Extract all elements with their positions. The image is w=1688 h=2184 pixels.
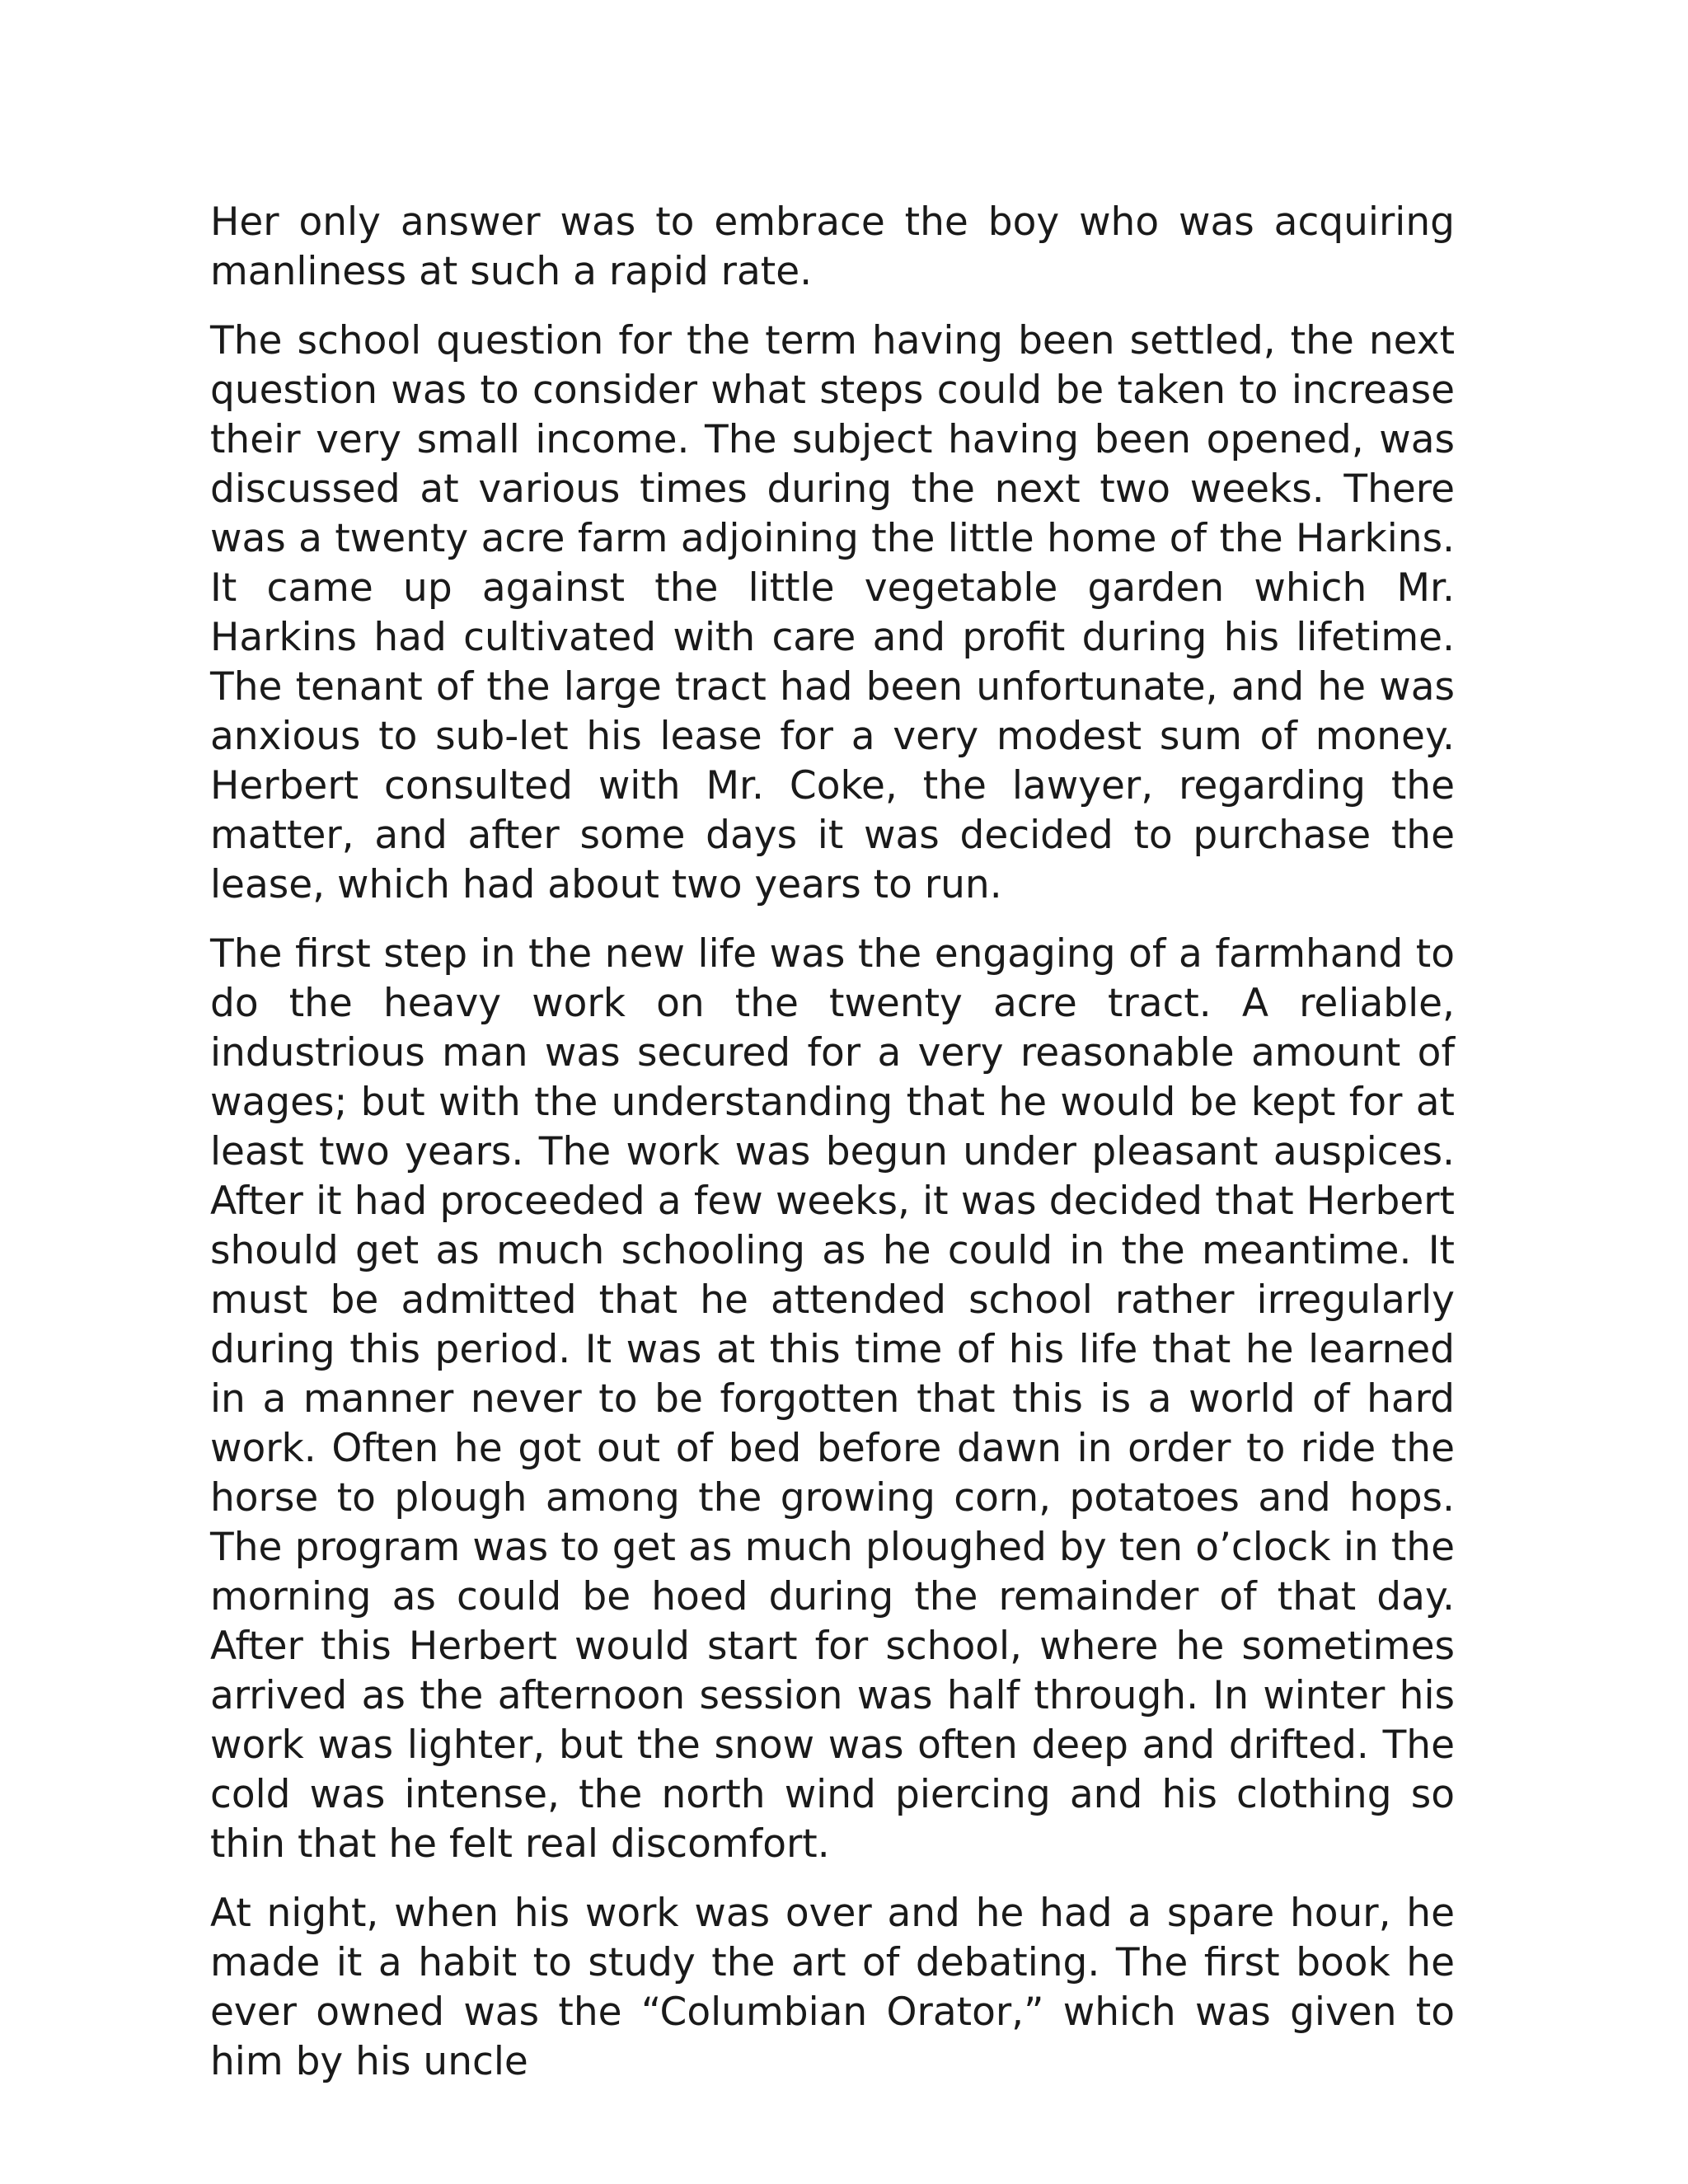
paragraph-4: At night, when his work was over and he had a spare hour, he made it a habit to study the art of debating. The first book he ever owned was the “Columbian Orator,” which was given to him by his uncle [210,1891,1455,2084]
paragraph-3: The first step in the new life was the engaging of a farmhand to do the heavy work on the twenty acre tract. A reliable, industrious man was secured for a very reasonable amount of wages; but with the understanding that he would be kept for at least two years. The work was begun under pleasant auspices. After it had proceeded a few weeks, it was decided that Herbert should get as much schooling as he could in the meantime. It must be admitted that he attended school rather irregularly during this period. It was at this time of his life that he learned in a manner never to be forgotten that this is a world of hard work. Often he got out of bed before dawn in order to ride the horse to plough among the growing corn, potatoes and hops. The program was to get as much ploughed by ten o’clock in the morning as could be hoed during the remainder of that day. After this Herbert would start for school, where he sometimes arrived as the afternoon session was half through. In winter his work was lighter, but the snow was often deep and drifted. The cold was intense, the north wind piercing and his clothing so thin that he felt real discomfort. [210,931,1455,1867]
body-text [210,198,1455,2107]
paragraph-2: The school question for the term having been settled, the next question was to consider what steps could be taken to increase their very small income. The subject having been opened, was discussed at various times during the next two weeks. There was a twenty acre farm adjoining the little home of the Harkins. It came up against the little vegetable garden which Mr. Harkins had cultivated with care and profit during his lifetime. The tenant of the large tract had been unfortunate, and he was anxious to sub-let his lease for a very modest sum of money. Herbert consulted with Mr. Coke, the lawyer, regarding the matter, and after some days it was decided to purchase the lease, which had about two years to run. [210,318,1455,907]
paragraph-1: Her only answer was to embrace the boy who was acquiring manliness at such a rapid rate. [210,199,1455,294]
